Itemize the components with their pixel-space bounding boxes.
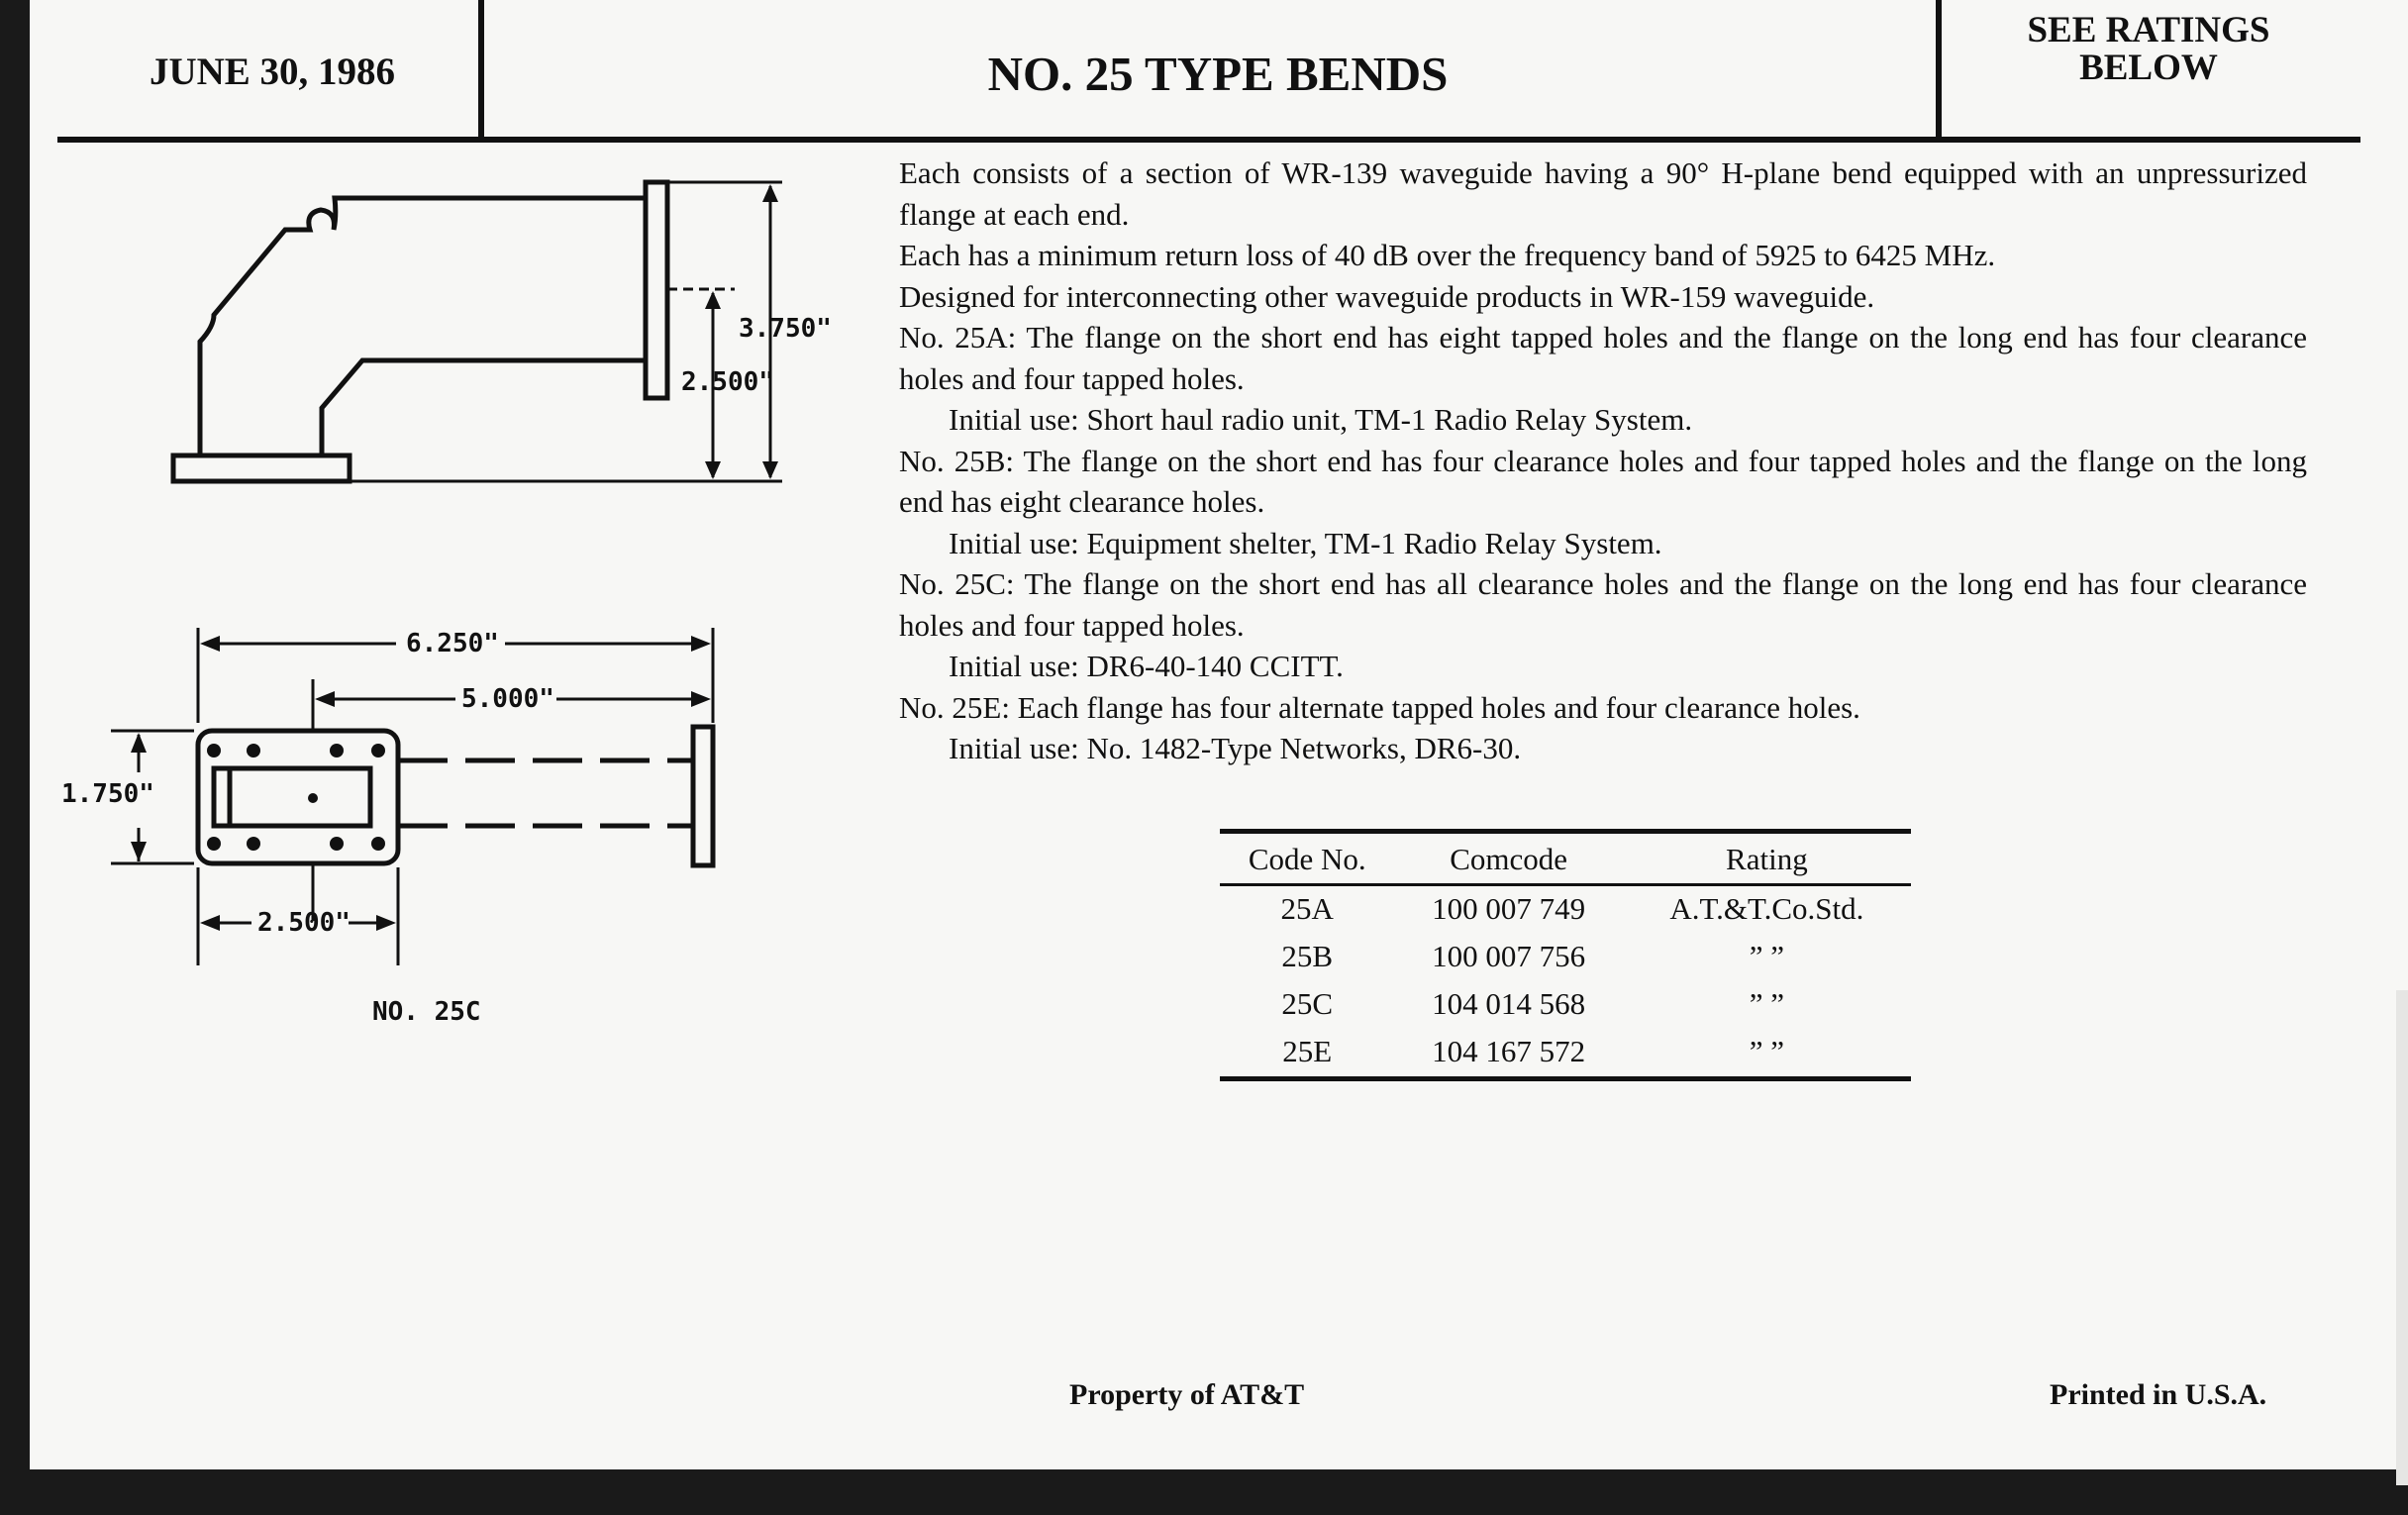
description-block xyxy=(899,152,2307,769)
ratings-note xyxy=(1960,12,2337,87)
table-row: 25C 104 014 568 ” ” xyxy=(1281,986,1784,1021)
variant-25a: No. 25A: The flange on the short end has eight tapped holes and the flange on the long end has four clearance holes and four tapped holes. xyxy=(899,320,2307,396)
side-view-outer-wall xyxy=(200,198,646,455)
page-title: NO. 25 TYPE BENDS xyxy=(987,47,1449,101)
dim-6250-label: 6.250" xyxy=(406,629,499,658)
description-para: Each consists of a section of WR-139 waveguide having a 90° H-plane bend equipped with an unpressurized flange at each end. xyxy=(899,155,2307,232)
header-divider-right xyxy=(1936,0,1942,139)
ratings-note-line1: SEE RATINGS xyxy=(2027,10,2270,50)
header-rule xyxy=(57,137,2360,143)
col-code-no: Code No. xyxy=(1248,842,1366,876)
variant-25b-use: Initial use: Equipment shelter, TM-1 Radio Relay System. xyxy=(949,525,1662,560)
description-para: Designed for interconnecting other waveguide products in WR-159 waveguide. xyxy=(899,278,1875,314)
dim-2500-bottom-label: 2.500" xyxy=(257,908,351,938)
variant-25e: No. 25E: Each flange has four alternate tapped holes and four clearance holes. xyxy=(899,689,1860,725)
header-divider-left xyxy=(478,0,484,139)
variant-25e-use: Initial use: No. 1482-Type Networks, DR6-30. xyxy=(949,731,1522,765)
scan-bottom-edge xyxy=(0,1469,2408,1515)
ratings-table xyxy=(1220,829,1911,1081)
variant-25a-use: Initial use: Short haul radio unit, TM-1 Radio Relay System. xyxy=(949,402,1693,437)
col-rating: Rating xyxy=(1726,842,1808,876)
variant-25c: No. 25C: The flange on the short end has all clearance holes and the flange on the long end has four clearance holes and four tapped holes. xyxy=(899,566,2307,643)
table-row: 25B 100 007 756 ” ” xyxy=(1281,939,1784,973)
side-view-inner-wall xyxy=(322,360,646,455)
dim-3750-label: 3.750" xyxy=(739,314,832,344)
table-header-row xyxy=(1220,832,1911,885)
table-row: 25A 100 007 749 A.T.&T.Co.Std. xyxy=(1280,891,1864,926)
scan-right-edge xyxy=(2396,990,2408,1485)
footer-printed: Printed in U.S.A. xyxy=(2050,1378,2267,1411)
side-view-end-flange xyxy=(646,182,667,398)
plan-view-waveguide-opening xyxy=(214,768,370,826)
plan-view-far-flange xyxy=(693,727,713,865)
dim-5000-label: 5.000" xyxy=(461,684,554,714)
variant-25b: No. 25B: The flange on the short end has four clearance holes and four tapped holes and the flange on the long end has eight clearance holes. xyxy=(899,443,2307,519)
variant-25c-use: Initial use: DR6-40-140 CCITT. xyxy=(949,649,1344,683)
ratings-note-line2: BELOW xyxy=(2079,48,2218,88)
side-view-bottom-flange xyxy=(173,455,350,481)
dim-2500-side-label: 2.500" xyxy=(681,367,774,397)
table-row: 25E 104 167 572 ” ” xyxy=(1220,1029,1911,1079)
technical-drawing xyxy=(0,149,871,1040)
footer-property: Property of AT&T xyxy=(1069,1378,1305,1411)
dim-1750-label: 1.750" xyxy=(61,779,154,809)
issue-date: JUNE 30, 1986 xyxy=(149,50,396,93)
col-comcode: Comcode xyxy=(1450,842,1568,876)
description-para: Each has a minimum return loss of 40 dB over the frequency band of 5925 to 6425 MHz. xyxy=(899,238,1996,272)
drawing-caption: NO. 25C xyxy=(372,997,481,1027)
